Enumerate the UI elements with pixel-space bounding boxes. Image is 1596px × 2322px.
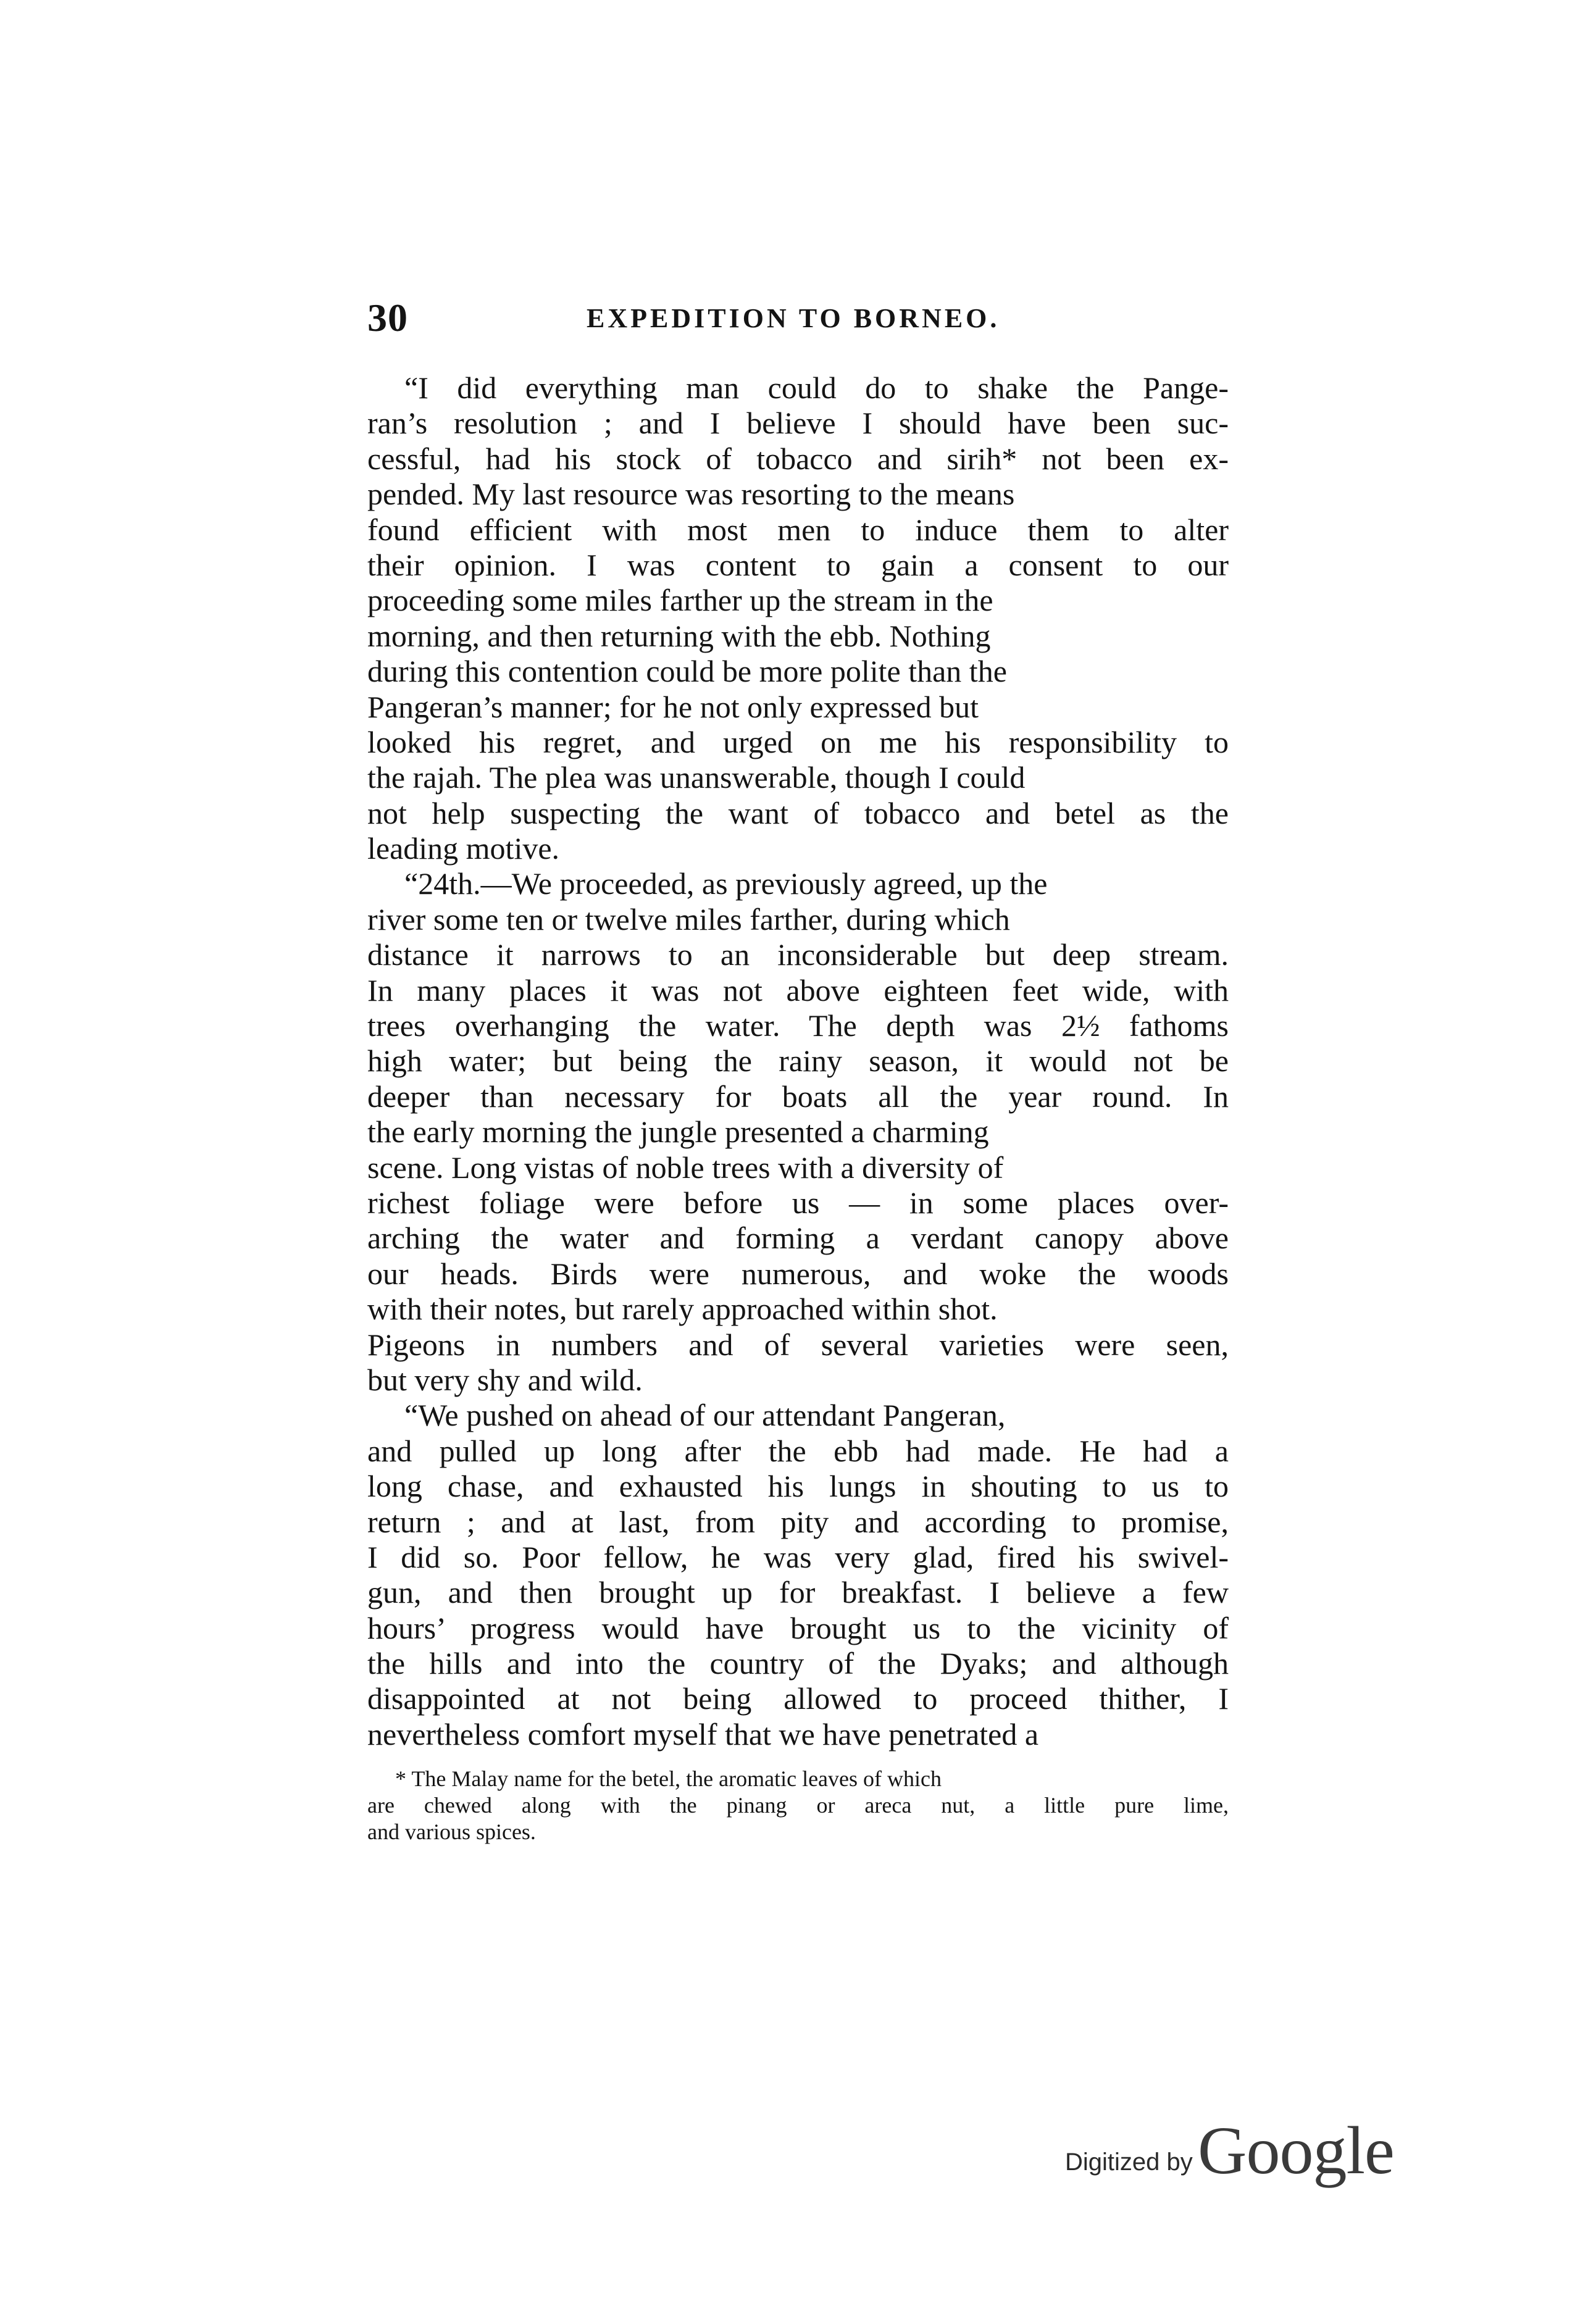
text-line: trees overhanging the water. The depth was 2½ fathoms: [367, 1008, 1229, 1043]
body-text: [367, 370, 1229, 1752]
text-line: long chase, and exhausted his lungs in shouting to us to: [367, 1469, 1229, 1504]
text-line: distance it narrows to an inconsiderable but deep stream.: [367, 937, 1229, 972]
text-line: Pigeons in numbers and of several varieties were seen,: [367, 1327, 1229, 1362]
text-line: deeper than necessary for boats all the year round. In: [367, 1079, 1229, 1114]
text-line: nevertheless comfort myself that we have penetrated a: [367, 1716, 1039, 1752]
text-line: river some ten or twelve miles farther, during which: [367, 901, 1010, 937]
text-line: found efficient with most men to induce them to alter: [367, 512, 1229, 547]
text-line: arching the water and forming a verdant canopy above: [367, 1221, 1229, 1256]
footnote-line: and various spices.: [367, 1819, 536, 1844]
text-line: their opinion. I was content to gain a consent to our: [367, 547, 1229, 582]
text-line: I did so. Poor fellow, he was very glad, fired his swivel-: [367, 1539, 1229, 1574]
text-line: “24th.—We proceeded, as previously agreed, up the: [404, 866, 1048, 901]
footnote-line: * The Malay name for the betel, the aromatic leaves of which: [395, 1766, 942, 1791]
text-line: the early morning the jungle presented a charming: [367, 1114, 989, 1150]
text-line: disappointed at not being allowed to proceed thither, I: [367, 1681, 1229, 1716]
page-header: [367, 295, 1232, 351]
text-line: looked his regret, and urged on me his responsibility to: [367, 724, 1229, 759]
text-line: return ; and at last, from pity and according to promise,: [367, 1504, 1229, 1539]
text-line: but very shy and wild.: [367, 1362, 643, 1397]
footnote: [367, 1766, 1229, 1845]
text-line: “We pushed on ahead of our attendant Pangeran,: [404, 1398, 1006, 1433]
text-line: Pangeran’s manner; for he not only expressed but: [367, 689, 979, 724]
footnote-line: are chewed along with the pinang or areca nut, a little pure lime,: [367, 1793, 1229, 1818]
text-line: during this contention could be more polite than the: [367, 654, 1007, 689]
text-line: the rajah. The plea was unanswerable, though I could: [367, 760, 1026, 795]
text-line: the hills and into the country of the Dyaks; and although: [367, 1646, 1229, 1681]
text-line: leading motive.: [367, 831, 560, 866]
digitized-watermark: [1065, 2111, 1435, 2192]
watermark-prefix: Digitized by: [1065, 2149, 1193, 2176]
running-title: EXPEDITION TO BORNEO.: [587, 303, 1000, 333]
text-line: richest foliage were before us — in some places over-: [367, 1185, 1229, 1220]
text-line: morning, and then returning with the ebb. Nothing: [367, 618, 991, 653]
text-line: pended. My last resource was resorting to the means: [367, 477, 1015, 512]
text-line: “I did everything man could do to shake the Pange-: [404, 370, 1229, 405]
text-line: scene. Long vistas of noble trees with a diversity of: [367, 1150, 1004, 1185]
text-line: In many places it was not above eighteen feet wide, with: [367, 972, 1229, 1008]
text-line: proceeding some miles farther up the stream in the: [367, 583, 993, 618]
text-line: ran’s resolution ; and I believe I should have been suc-: [367, 406, 1229, 441]
text-line: hours’ progress would have brought us to the vicinity of: [367, 1610, 1229, 1645]
text-line: and pulled up long after the ebb had made. He had a: [367, 1433, 1229, 1468]
text-line: not help suspecting the want of tobacco and betel as the: [367, 795, 1229, 830]
text-line: with their notes, but rarely approached within shot.: [367, 1292, 998, 1327]
text-line: cessful, had his stock of tobacco and sirih* not been ex-: [367, 441, 1229, 476]
text-line: gun, and then brought up for breakfast. I believe a few: [367, 1575, 1229, 1610]
page-number: 30: [367, 296, 408, 340]
google-logo: Google: [1198, 2113, 1394, 2188]
text-line: our heads. Birds were numerous, and woke the woods: [367, 1256, 1229, 1291]
text-line: high water; but being the rainy season, it would not be: [367, 1043, 1229, 1079]
